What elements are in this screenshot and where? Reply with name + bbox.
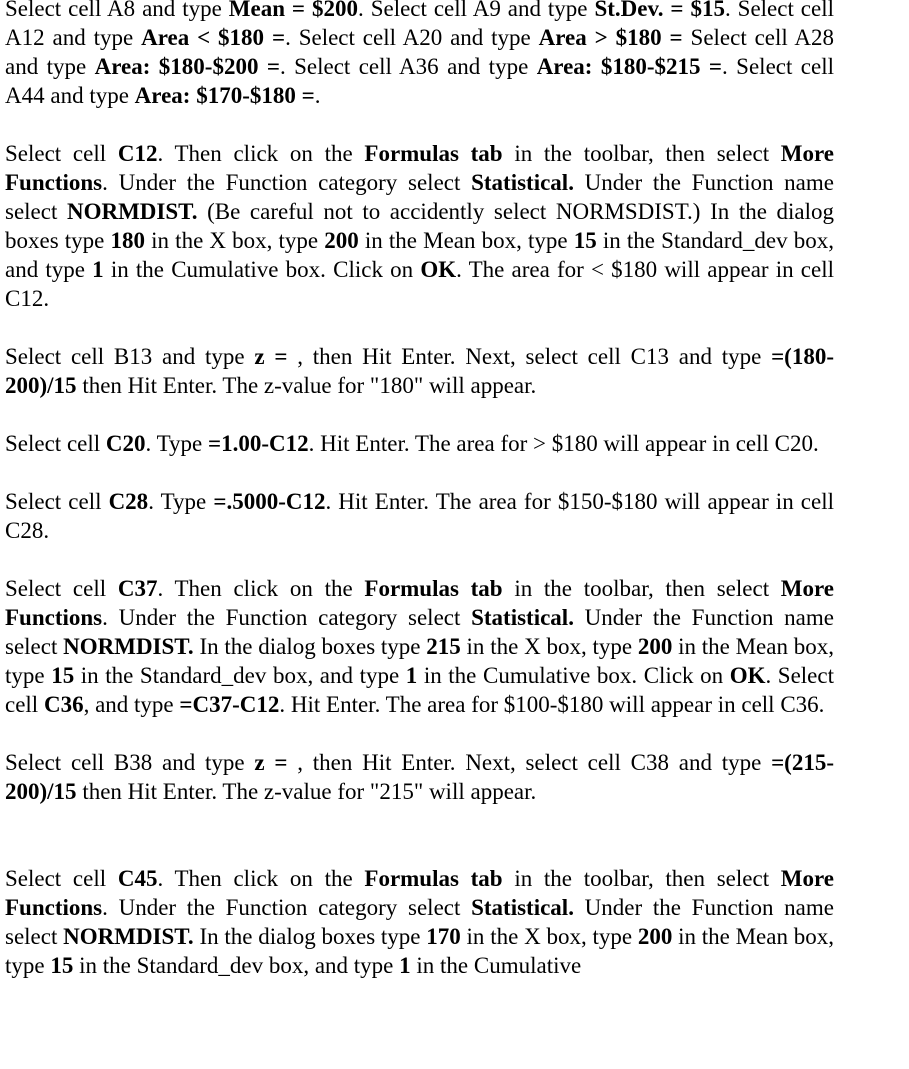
text-segment: . Under the Function category select <box>102 895 472 920</box>
text-segment: in the Standard_dev box, and type <box>5 228 834 282</box>
bold-text-segment: 1 <box>92 257 104 282</box>
bold-text-segment: 15 <box>51 663 75 688</box>
paragraph-b13-zvalue <box>5 342 834 400</box>
bold-text-segment: 200 <box>637 924 673 949</box>
text-segment: , then Hit Enter. Next, select cell C13 and type <box>287 344 772 369</box>
text-segment: Select cell B38 and type <box>5 750 255 775</box>
text-segment: in the Cumulative box. Click on <box>417 663 730 688</box>
text-segment: , and type <box>83 692 180 717</box>
bold-text-segment: Area < $180 = <box>141 25 286 50</box>
bold-text-segment: Area: $180-$200 = <box>94 54 280 79</box>
text-segment: . Select cell A44 and type <box>5 54 834 108</box>
bold-text-segment: z = <box>254 750 288 775</box>
bold-text-segment: More Functions <box>5 576 835 630</box>
bold-text-segment: C45 <box>117 866 158 891</box>
bold-text-segment: NORMDIST. <box>66 199 198 224</box>
bold-text-segment: Statistical. <box>471 170 574 195</box>
text-segment: In the dialog boxes type <box>193 634 427 659</box>
bold-text-segment: Area: $170-$180 = <box>134 83 315 108</box>
text-segment: in the Cumulative box. Click on <box>103 257 421 282</box>
bold-text-segment: 215 <box>426 634 461 659</box>
bold-text-segment: =(215-200)/15 <box>5 750 835 804</box>
text-segment: . Type <box>148 489 214 514</box>
bold-text-segment: 200 <box>324 228 359 253</box>
text-segment: in the Mean box, type <box>358 228 574 253</box>
text-segment: Select cell <box>5 489 109 514</box>
bold-text-segment: Statistical. <box>471 895 574 920</box>
bold-text-segment: z = <box>254 344 288 369</box>
bold-text-segment: C36 <box>43 692 84 717</box>
text-segment: . Hit Enter. The area for > $180 will appear in cell C20. <box>308 431 819 456</box>
bold-text-segment: Formulas tab <box>364 576 503 601</box>
text-segment: in the Mean box, type <box>5 634 834 688</box>
bold-text-segment: More Functions <box>5 866 835 920</box>
text-segment: (Be careful not to accidently select NORMSDIST.) In the dialog boxes type <box>5 199 834 253</box>
bold-text-segment: OK <box>729 663 766 688</box>
text-segment: Under the Function name select <box>5 170 834 224</box>
paragraph-c20-area <box>5 429 834 458</box>
text-segment: . Under the Function category select <box>102 605 472 630</box>
text-segment: In the dialog boxes type <box>193 924 427 949</box>
bold-text-segment: Area > $180 = <box>538 25 683 50</box>
text-segment: . Then click on the <box>157 141 365 166</box>
bold-text-segment: Formulas tab <box>364 141 503 166</box>
paragraph-c28-area <box>5 487 834 545</box>
bold-text-segment: C20 <box>105 431 146 456</box>
text-segment: in the toolbar, then select <box>502 576 781 601</box>
bold-text-segment: OK <box>420 257 457 282</box>
bold-text-segment: =1.00-C12 <box>208 431 309 456</box>
text-segment: . Select cell A12 and type <box>5 0 835 50</box>
bold-text-segment: Formulas tab <box>364 866 503 891</box>
bold-text-segment: Statistical. <box>471 605 574 630</box>
text-segment: then Hit Enter. The z-value for "215" will appear. <box>76 779 537 804</box>
text-segment: Under the Function name select <box>5 605 834 659</box>
bold-text-segment: NORMDIST. <box>63 924 194 949</box>
bold-text-segment: NORMDIST. <box>63 634 194 659</box>
text-segment: , then Hit Enter. Next, select cell C38 and type <box>287 750 772 775</box>
text-segment: . Select cell A9 and type <box>358 0 595 21</box>
text-segment: Select cell A28 and type <box>5 25 835 79</box>
bold-text-segment: 15 <box>573 228 597 253</box>
text-segment: Under the Function name select <box>5 895 834 949</box>
text-segment: . Select cell <box>5 663 834 717</box>
bold-text-segment: C37 <box>117 576 158 601</box>
text-segment: Select cell B13 and type <box>5 344 255 369</box>
bold-text-segment: Mean = $200 <box>228 0 358 21</box>
text-segment: . Select cell A20 and type <box>285 25 539 50</box>
bold-text-segment: =(180-200)/15 <box>5 344 835 398</box>
text-segment: in the toolbar, then select <box>502 866 781 891</box>
bold-text-segment: More Functions <box>5 141 835 195</box>
bold-text-segment: 1 <box>405 663 418 688</box>
text-segment: Select cell A8 and type <box>5 0 229 21</box>
text-segment: in the Standard_dev box, and type <box>74 663 406 688</box>
text-segment: . <box>314 83 321 108</box>
text-segment: in the Standard_dev box, and type <box>73 953 400 978</box>
text-segment: . Then click on the <box>157 866 365 891</box>
bold-text-segment: C28 <box>108 489 149 514</box>
text-segment: . Type <box>145 431 209 456</box>
paragraph-c12-normdist <box>5 139 834 313</box>
text-segment: . Select cell A36 and type <box>279 54 537 79</box>
document-page <box>5 0 834 1009</box>
bold-text-segment: C12 <box>117 141 158 166</box>
text-segment: . Then click on the <box>157 576 365 601</box>
bold-text-segment: Area: $180-$215 = <box>536 54 723 79</box>
text-segment: in the X box, type <box>460 634 638 659</box>
bold-text-segment: 200 <box>637 634 673 659</box>
text-segment: . Under the Function category select <box>102 170 472 195</box>
text-segment: . The area for < $180 will appear in cell C12. <box>5 257 835 311</box>
text-segment: in the X box, type <box>460 924 638 949</box>
paragraph-b38-zvalue <box>5 748 834 806</box>
bold-text-segment: 180 <box>110 228 146 253</box>
text-segment: Select cell <box>5 431 106 456</box>
text-segment: in the toolbar, then select <box>502 141 781 166</box>
text-segment: in the Cumulative <box>410 953 582 978</box>
bold-text-segment: 15 <box>50 953 74 978</box>
text-segment: Select cell <box>5 866 118 891</box>
paragraph-c45-normdist <box>5 864 834 980</box>
bold-text-segment: =.5000-C12 <box>213 489 326 514</box>
bold-text-segment: St.Dev. = $15 <box>594 0 725 21</box>
text-segment: . Hit Enter. The area for $100-$180 will appear in cell C36. <box>279 692 825 717</box>
text-segment: in the X box, type <box>145 228 325 253</box>
text-segment: Select cell <box>5 576 118 601</box>
text-segment: then Hit Enter. The z-value for "180" will appear. <box>76 373 537 398</box>
text-segment: . Hit Enter. The area for $150-$180 will appear in cell C28. <box>5 489 834 543</box>
text-segment: Select cell <box>5 141 118 166</box>
bold-text-segment: =C37-C12 <box>179 692 280 717</box>
paragraph-setup-labels <box>5 0 834 110</box>
bold-text-segment: 1 <box>399 953 411 978</box>
bold-text-segment: 170 <box>426 924 461 949</box>
text-segment: in the Mean box, type <box>5 924 834 978</box>
paragraph-c37-normdist <box>5 574 834 719</box>
